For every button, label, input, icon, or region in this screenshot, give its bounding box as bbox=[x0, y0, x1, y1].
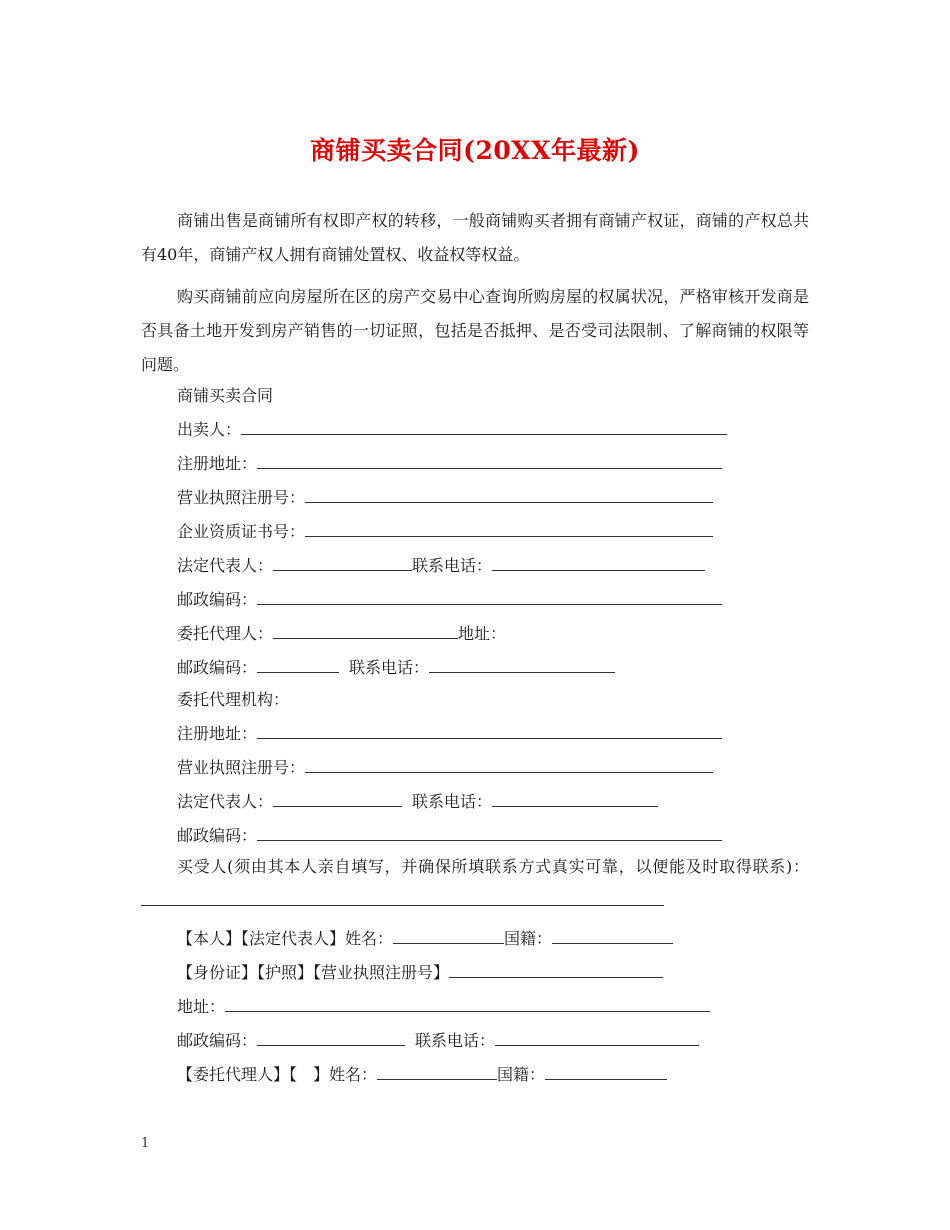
buyer-contact-row bbox=[177, 1031, 699, 1051]
seller-phone-label: 联系电话： bbox=[412, 556, 493, 575]
buyer-address-blank[interactable] bbox=[225, 997, 710, 1012]
seller-postcode-label: 邮政编码： bbox=[177, 590, 258, 609]
agency-postcode-row bbox=[177, 826, 722, 846]
agency-phone-blank[interactable] bbox=[492, 792, 658, 807]
buyer-id-row bbox=[177, 963, 663, 983]
seller-row bbox=[177, 420, 727, 440]
seller-label: 出卖人： bbox=[177, 420, 242, 439]
seller-legal-rep-label: 法定代表人： bbox=[177, 556, 274, 575]
agency-reg-address-blank[interactable] bbox=[257, 724, 722, 739]
buyer-nationality-blank[interactable] bbox=[552, 929, 673, 944]
buyer-phone-blank[interactable] bbox=[495, 1031, 699, 1046]
agency-license-label: 营业执照注册号： bbox=[177, 758, 306, 777]
seller-legal-rep-row bbox=[177, 556, 705, 576]
seller-blank[interactable] bbox=[241, 420, 727, 435]
buyer-postcode-label: 邮政编码： bbox=[177, 1031, 258, 1050]
buyer-agent-label: 【委托代理人】【 】姓名： bbox=[177, 1065, 378, 1084]
intro-paragraph-1: 商铺出售是商铺所有权即产权的转移，一般商铺购买者拥有商铺产权证，商铺的产权总共有40年，商铺产权人拥有商铺处置权、收益权等权益。 bbox=[141, 211, 809, 264]
seller-license-blank[interactable] bbox=[305, 488, 713, 503]
buyer-self-rep-label: 【本人】【法定代表人】姓名： bbox=[177, 929, 394, 948]
seller-license-row bbox=[177, 488, 713, 508]
seller-postcode-row bbox=[177, 590, 722, 610]
intro-paragraph-2: 购买商铺前应向房屋所在区的房产交易中心查询所购房屋的权属状况，严格审核开发商是否具备土地开发到房产销售的一切证照，包括是否抵押、是否受司法限制、了解商铺的权限等问题。 bbox=[141, 287, 809, 374]
agency-legal-rep-blank[interactable] bbox=[273, 792, 402, 807]
buyer-contact-blank[interactable] bbox=[141, 891, 664, 906]
buyer-id-blank[interactable] bbox=[449, 963, 663, 978]
buyer-phone-label: 联系电话： bbox=[415, 1031, 496, 1050]
contract-name: 商铺买卖合同 bbox=[177, 386, 274, 405]
seller-agent-postcode-label: 邮政编码： bbox=[177, 658, 258, 677]
buyer-address-row bbox=[177, 997, 710, 1017]
buyer-name-row bbox=[177, 929, 673, 949]
seller-license-label: 营业执照注册号： bbox=[177, 488, 306, 507]
seller-reg-address-blank[interactable] bbox=[257, 454, 722, 469]
page-number: 1 bbox=[141, 1136, 150, 1151]
seller-qualification-row bbox=[177, 522, 713, 542]
seller-qualification-label: 企业资质证书号： bbox=[177, 522, 306, 541]
agency-phone-label: 联系电话： bbox=[412, 792, 493, 811]
buyer-postcode-blank[interactable] bbox=[257, 1031, 405, 1046]
buyer-nationality-label: 国籍： bbox=[504, 929, 553, 948]
seller-agent-postcode-blank[interactable] bbox=[257, 658, 339, 673]
agency-postcode-label: 邮政编码： bbox=[177, 826, 258, 845]
buyer-agent-nationality-blank[interactable] bbox=[545, 1065, 667, 1080]
seller-agent-blank[interactable] bbox=[273, 624, 458, 639]
buyer-agent-nationality-label: 国籍： bbox=[497, 1065, 546, 1084]
seller-phone-blank[interactable] bbox=[492, 556, 705, 571]
seller-agent-contact-row bbox=[177, 658, 615, 678]
buyer-intro bbox=[141, 850, 809, 918]
seller-postcode-blank[interactable] bbox=[257, 590, 722, 605]
seller-agent-phone-label: 联系电话： bbox=[349, 658, 430, 677]
agency-label: 委托代理机构： bbox=[177, 690, 290, 709]
agency-license-row bbox=[177, 758, 713, 778]
agency-legal-rep-row bbox=[177, 792, 658, 812]
buyer-name-blank[interactable] bbox=[393, 929, 504, 944]
buyer-agent-row bbox=[177, 1065, 667, 1085]
buyer-id-label: 【身份证】【护照】【营业执照注册号】 bbox=[177, 963, 450, 982]
buyer-address-label: 地址： bbox=[177, 997, 226, 1016]
document-title: 商铺买卖合同(20XX年最新) bbox=[310, 136, 640, 165]
seller-reg-address-row bbox=[177, 454, 722, 474]
agency-postcode-blank[interactable] bbox=[257, 826, 722, 841]
seller-agent-address-label: 地址： bbox=[458, 624, 507, 643]
agency-reg-address-row bbox=[177, 724, 722, 744]
seller-agent-phone-blank[interactable] bbox=[429, 658, 615, 673]
seller-agent-row bbox=[177, 624, 506, 644]
buyer-agent-name-blank[interactable] bbox=[377, 1065, 497, 1080]
seller-agent-label: 委托代理人： bbox=[177, 624, 274, 643]
agency-reg-address-label: 注册地址： bbox=[177, 724, 258, 743]
seller-qualification-blank[interactable] bbox=[305, 522, 713, 537]
buyer-intro-text: 买受人(须由其本人亲自填写，并确保所填联系方式真实可靠，以便能及时取得联系)： bbox=[177, 857, 809, 876]
seller-legal-rep-blank[interactable] bbox=[273, 556, 412, 571]
seller-reg-address-label: 注册地址： bbox=[177, 454, 258, 473]
agency-legal-rep-label: 法定代表人： bbox=[177, 792, 274, 811]
agency-license-blank[interactable] bbox=[305, 758, 713, 773]
